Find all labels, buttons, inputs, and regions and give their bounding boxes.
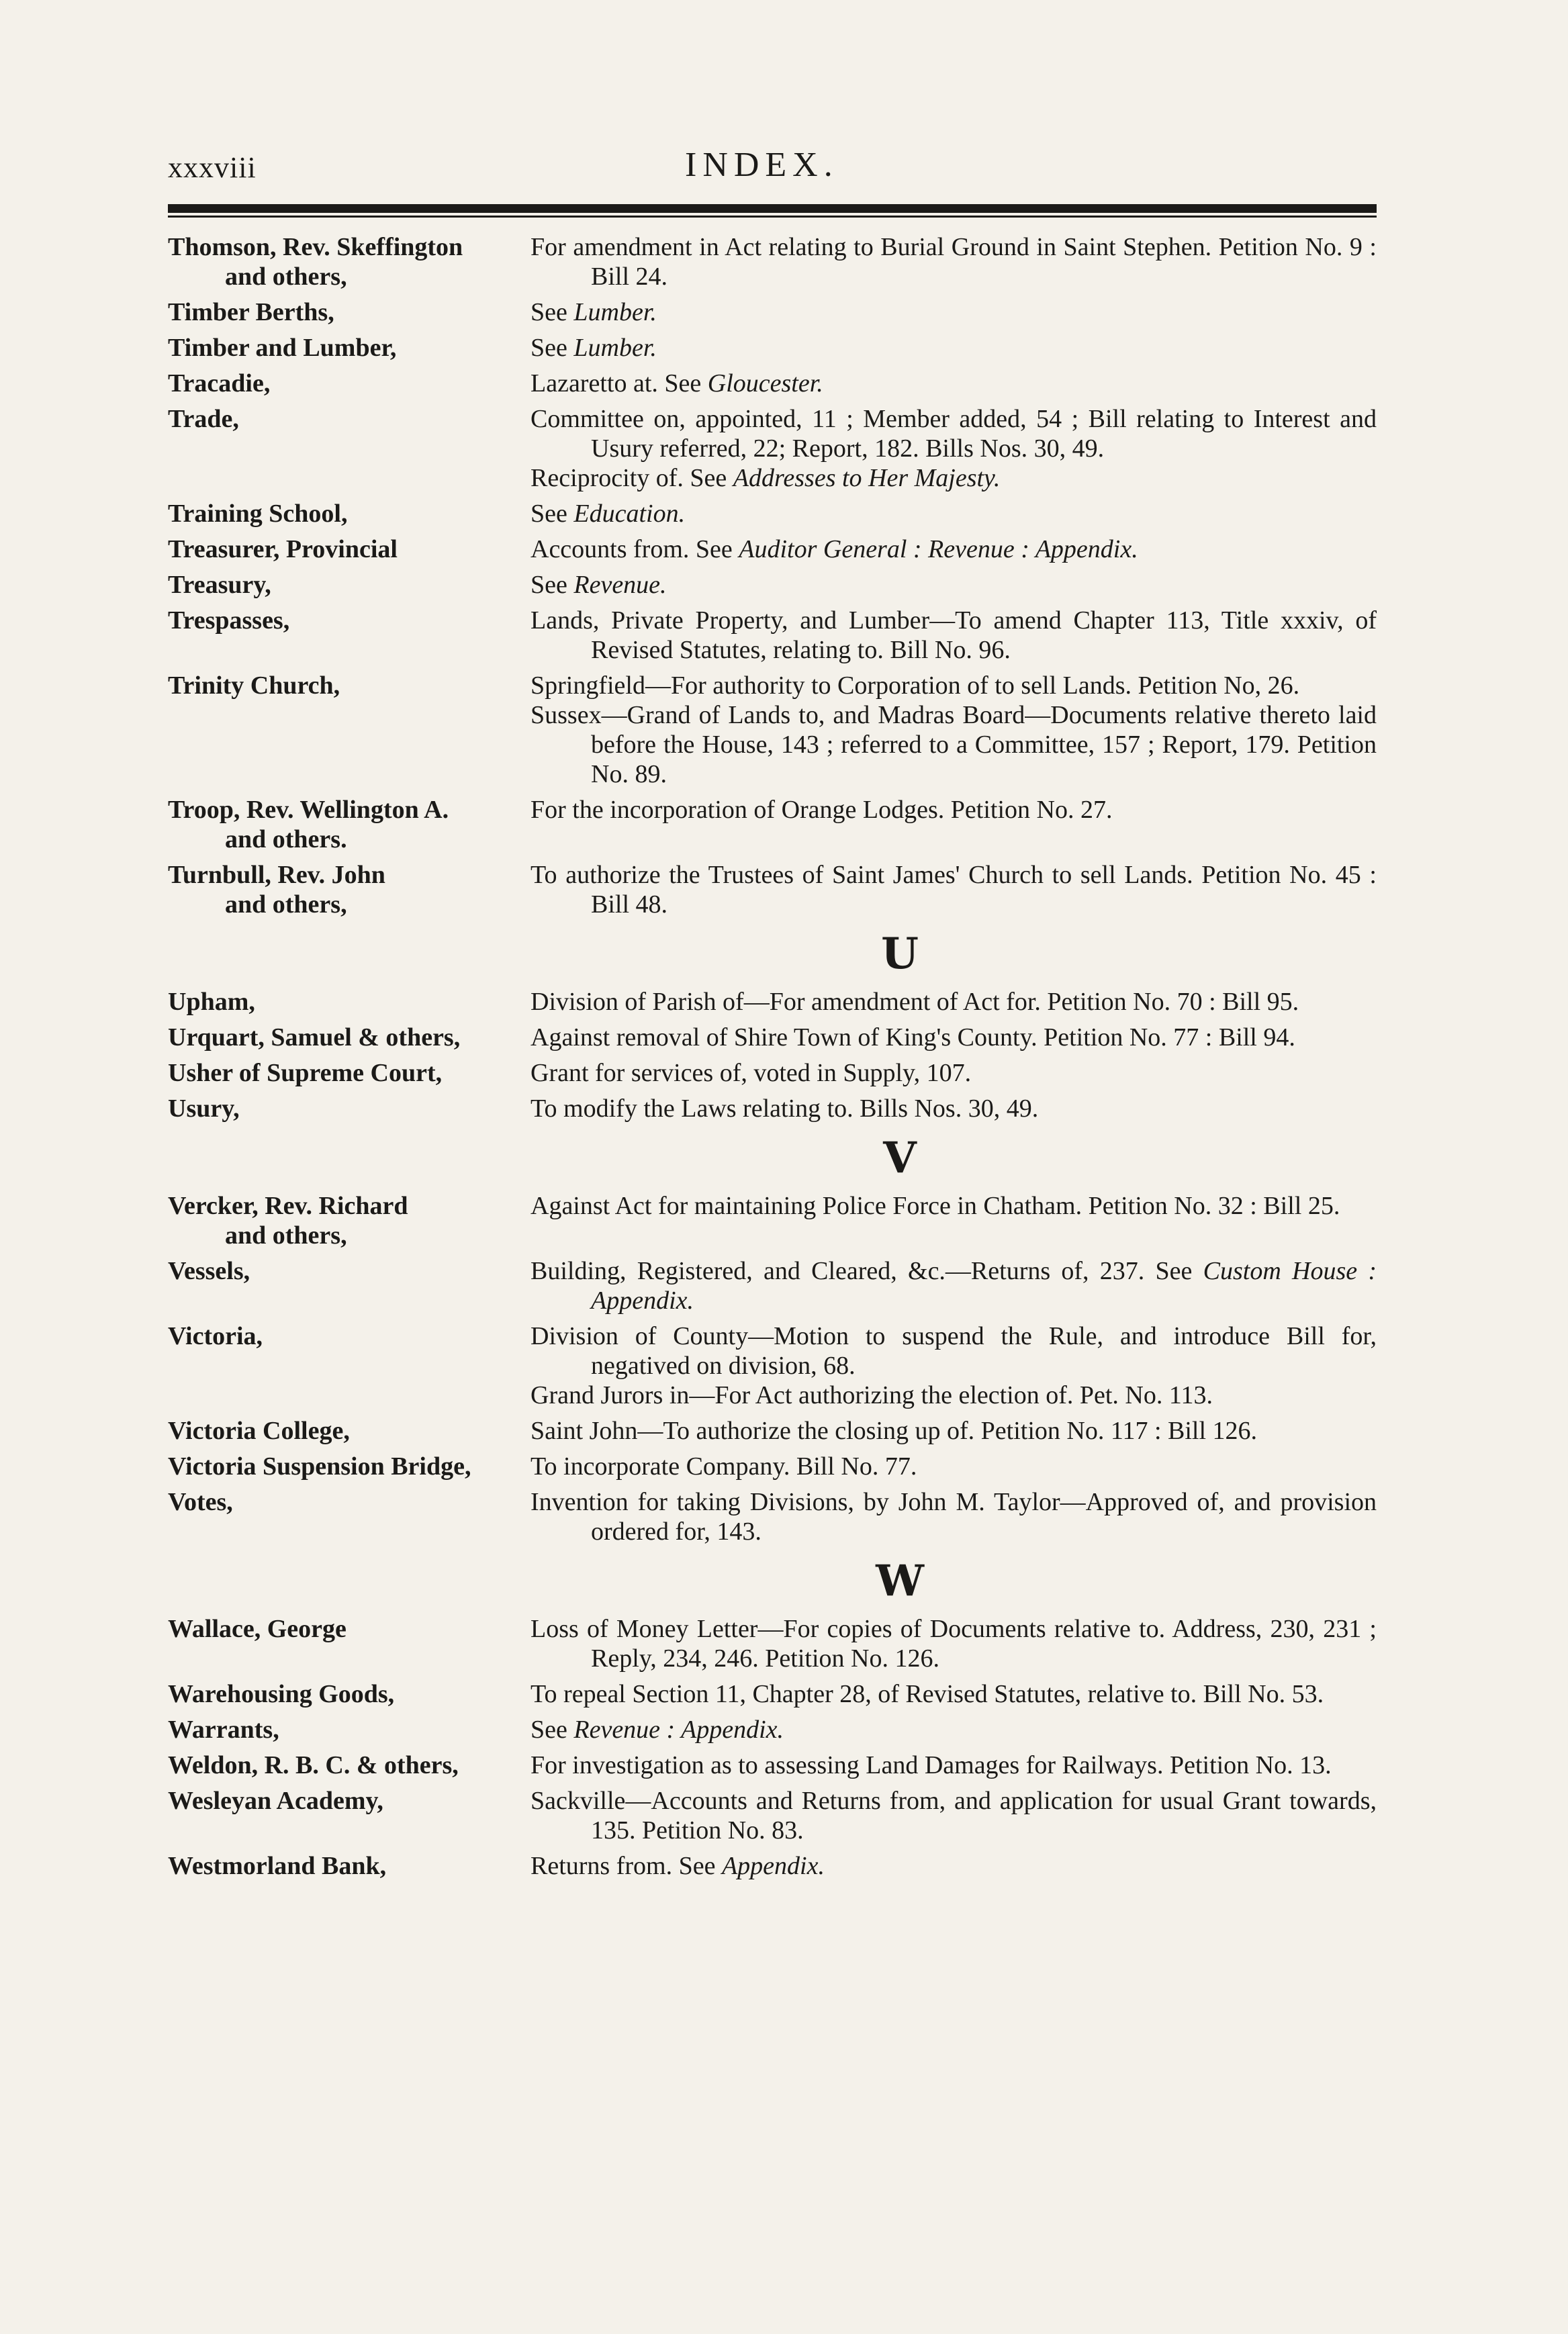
index-term [168,333,531,363]
index-reference: Lazaretto at. See Gloucester. [531,369,823,398]
index-term-line: and others, [225,890,347,919]
index-reference: See Revenue : Appendix. [531,1716,784,1744]
index-term-line: Victoria Suspension Bridge, [168,1452,471,1481]
index-entry [168,297,1377,327]
index-entry [168,369,1377,398]
index-reference: Returns from. See Appendix. [531,1852,825,1880]
index-reference: Committee on, appointed, 11 ; Member added, 54 ; Bill relating to Interest and Usury referred, 22; Report, 182. Bills Nos. 30, 49. [531,405,1377,463]
index-reference: See Revenue. [531,571,667,599]
index-term-line: Usher of Supreme Court, [168,1059,443,1087]
index-term [168,860,531,919]
index-references [531,499,1377,528]
index-term-line: and others, [225,1221,347,1250]
index-references [531,1715,1377,1744]
index-entry [168,1416,1377,1446]
index-entry [168,1256,1377,1315]
index-entry [168,1452,1377,1481]
header-rule-thin [168,216,1377,218]
index-term-line: Weldon, R. B. C. & others, [168,1751,459,1779]
index-reference: Division of Parish of—For amendment of Act for. Petition No. 70 : Bill 95. [531,988,1299,1016]
index-references [531,1786,1377,1845]
index-term-line: Westmorland Bank, [168,1852,387,1880]
index-term-line: Votes, [168,1488,233,1516]
index-term-line: Timber and Lumber, [168,334,397,362]
index-entry [168,1851,1377,1881]
index-term-line: Wesleyan Academy, [168,1787,383,1815]
index-references [531,232,1377,291]
index-term [168,404,531,434]
index-reference: Loss of Money Letter—For copies of Documents relative to. Address, 230, 231 ; Reply, 234, 246. Petition No. 126. [531,1615,1377,1673]
index-references [531,1452,1377,1481]
index-term [168,369,531,398]
index-term-line: Upham, [168,988,255,1016]
index-references [531,860,1377,919]
index-term [168,1256,531,1286]
index-references [531,795,1377,825]
index-references [531,1851,1377,1881]
index-term [168,1191,531,1250]
index-term-line: Vessels, [168,1257,250,1285]
index-reference: Against Act for maintaining Police Force in Chatham. Petition No. 32 : Bill 25. [531,1192,1340,1220]
index-term [168,671,531,700]
index-term [168,1058,531,1088]
index-term-line: Trespasses, [168,606,290,635]
index-references [531,570,1377,600]
index-references [531,1679,1377,1709]
index-term-line: Thomson, Rev. Skeffington [168,233,463,261]
index-term-line: and others, [225,263,347,291]
index-reference: To authorize the Trustees of Saint James' Church to sell Lands. Petition No. 45 : Bill 48. [531,861,1377,919]
index-reference: Grand Jurors in—For Act authorizing the election of. Pet. No. 113. [531,1381,1213,1409]
header-rule-thick [168,204,1377,213]
index-references [531,1191,1377,1221]
index-term [168,499,531,528]
index-references [531,534,1377,564]
index-reference: Building, Registered, and Cleared, &c.—Returns of, 237. See Custom House : Appendix. [531,1257,1377,1315]
index-reference: Springfield—For authority to Corporation of to sell Lands. Petition No, 26. [531,671,1300,700]
index-references [531,404,1377,493]
letter-divider: U [881,929,919,979]
index-entry [168,1487,1377,1546]
index-term [168,1023,531,1052]
index-entry [168,860,1377,919]
index-term-line: Training School, [168,500,348,528]
index-term [168,606,531,635]
index-reference: Division of County—Motion to suspend the Rule, and introduce Bill for, negatived on division, 68. [531,1322,1377,1380]
index-term [168,297,531,327]
index-reference: For amendment in Act relating to Burial Ground in Saint Stephen. Petition No. 9 : Bill 24. [531,233,1377,291]
index-term-line: Troop, Rev. Wellington A. [168,796,449,824]
index-entry [168,404,1377,493]
index-entry [168,671,1377,789]
index-references [531,1416,1377,1446]
index-term-line: Warrants, [168,1716,279,1744]
index-reference: Sackville—Accounts and Returns from, and application for usual Grant towards, 135. Petition No. 83. [531,1787,1377,1845]
index-references [531,987,1377,1017]
index-references [531,1321,1377,1410]
index-term-line: Vercker, Rev. Richard [168,1192,408,1220]
index-term-line: Warehousing Goods, [168,1680,395,1708]
index-references [531,333,1377,363]
page-number: xxxviii [168,151,257,184]
index-term [168,1786,531,1816]
index-entry [168,1614,1377,1673]
index-references [531,1058,1377,1088]
index-reference: Invention for taking Divisions, by John M. Taylor—Approved of, and provision ordered for, 143. [531,1488,1377,1546]
index-entry [168,795,1377,854]
letter-divider: V [883,1133,917,1183]
index-term [168,1094,531,1123]
index-term-line: Wallace, George [168,1615,347,1643]
index-entry [168,499,1377,528]
index-term-line: Treasury, [168,571,271,599]
index-reference: See Lumber. [531,334,657,362]
index-reference: For investigation as to assessing Land Damages for Railways. Petition No. 13. [531,1751,1332,1779]
index-term [168,1679,531,1709]
index-term-line: Trade, [168,405,239,433]
index-term-line: Timber Berths, [168,298,334,326]
index-term [168,534,531,564]
letter-divider: W [876,1556,924,1606]
index-references [531,1614,1377,1673]
index-term [168,1452,531,1481]
page-title: INDEX. [685,146,839,184]
index-reference: See Lumber. [531,298,657,326]
index-term [168,1321,531,1351]
index-page [168,141,1377,1887]
index-references [531,1023,1377,1052]
index-entry [168,534,1377,564]
index-reference: For the incorporation of Orange Lodges. Petition No. 27. [531,796,1113,824]
index-term [168,1715,531,1744]
index-reference: To modify the Laws relating to. Bills Nos. 30, 49. [531,1094,1039,1123]
index-entry [168,987,1377,1017]
page-header [168,141,1377,195]
index-term [168,570,531,600]
index-entry [168,1786,1377,1845]
index-term-line: Tracadie, [168,369,271,398]
index-reference: To incorporate Company. Bill No. 77. [531,1452,917,1481]
index-reference: Against removal of Shire Town of King's County. Petition No. 77 : Bill 94. [531,1023,1295,1052]
index-entry [168,1094,1377,1123]
index-reference: Saint John—To authorize the closing up of. Petition No. 117 : Bill 126. [531,1417,1258,1445]
index-term [168,795,531,854]
index-entry [168,232,1377,291]
index-reference: To repeal Section 11, Chapter 28, of Revised Statutes, relative to. Bill No. 53. [531,1680,1324,1708]
index-references [531,1750,1377,1780]
index-reference: Lands, Private Property, and Lumber—To amend Chapter 113, Title xxxiv, of Revised Statutes, relating to. Bill No. 96. [531,606,1377,664]
index-term [168,1750,531,1780]
index-reference: Reciprocity of. See Addresses to Her Majesty. [531,464,1001,492]
index-entry [168,1058,1377,1088]
index-term [168,1487,531,1517]
index-term [168,1851,531,1881]
index-references [531,1487,1377,1546]
index-term-line: Turnbull, Rev. John [168,861,385,889]
index-reference: Accounts from. See Auditor General : Revenue : Appendix. [531,535,1138,563]
index-references [531,606,1377,665]
index-term-line: Victoria, [168,1322,263,1350]
index-reference: Sussex—Grand of Lands to, and Madras Board—Documents relative thereto laid before the House, 143 ; referred to a Committee, 157 ; Report, 179. Petition No. 89. [531,701,1377,788]
index-entry [168,1679,1377,1709]
index-term [168,232,531,291]
index-entry [168,1715,1377,1744]
index-references [531,369,1377,398]
index-entry [168,570,1377,600]
index-term-line: Urquart, Samuel & others, [168,1023,461,1052]
index-entry [168,1750,1377,1780]
index-entry [168,1023,1377,1052]
index-entries [168,232,1377,1881]
index-references [531,1256,1377,1315]
index-term-line: Victoria College, [168,1417,350,1445]
index-term [168,1614,531,1644]
index-entry [168,1191,1377,1250]
index-reference: See Education. [531,500,686,528]
index-term [168,987,531,1017]
index-term-line: Trinity Church, [168,671,340,700]
index-references [531,297,1377,327]
index-references [531,671,1377,789]
index-references [531,1094,1377,1123]
index-term-line: Usury, [168,1094,240,1123]
index-entry [168,333,1377,363]
index-term-line: and others. [225,825,347,853]
index-term [168,1416,531,1446]
index-term-line: Treasurer, Provincial [168,535,398,563]
index-entry [168,606,1377,665]
index-reference: Grant for services of, voted in Supply, 107. [531,1059,972,1087]
index-entry [168,1321,1377,1410]
